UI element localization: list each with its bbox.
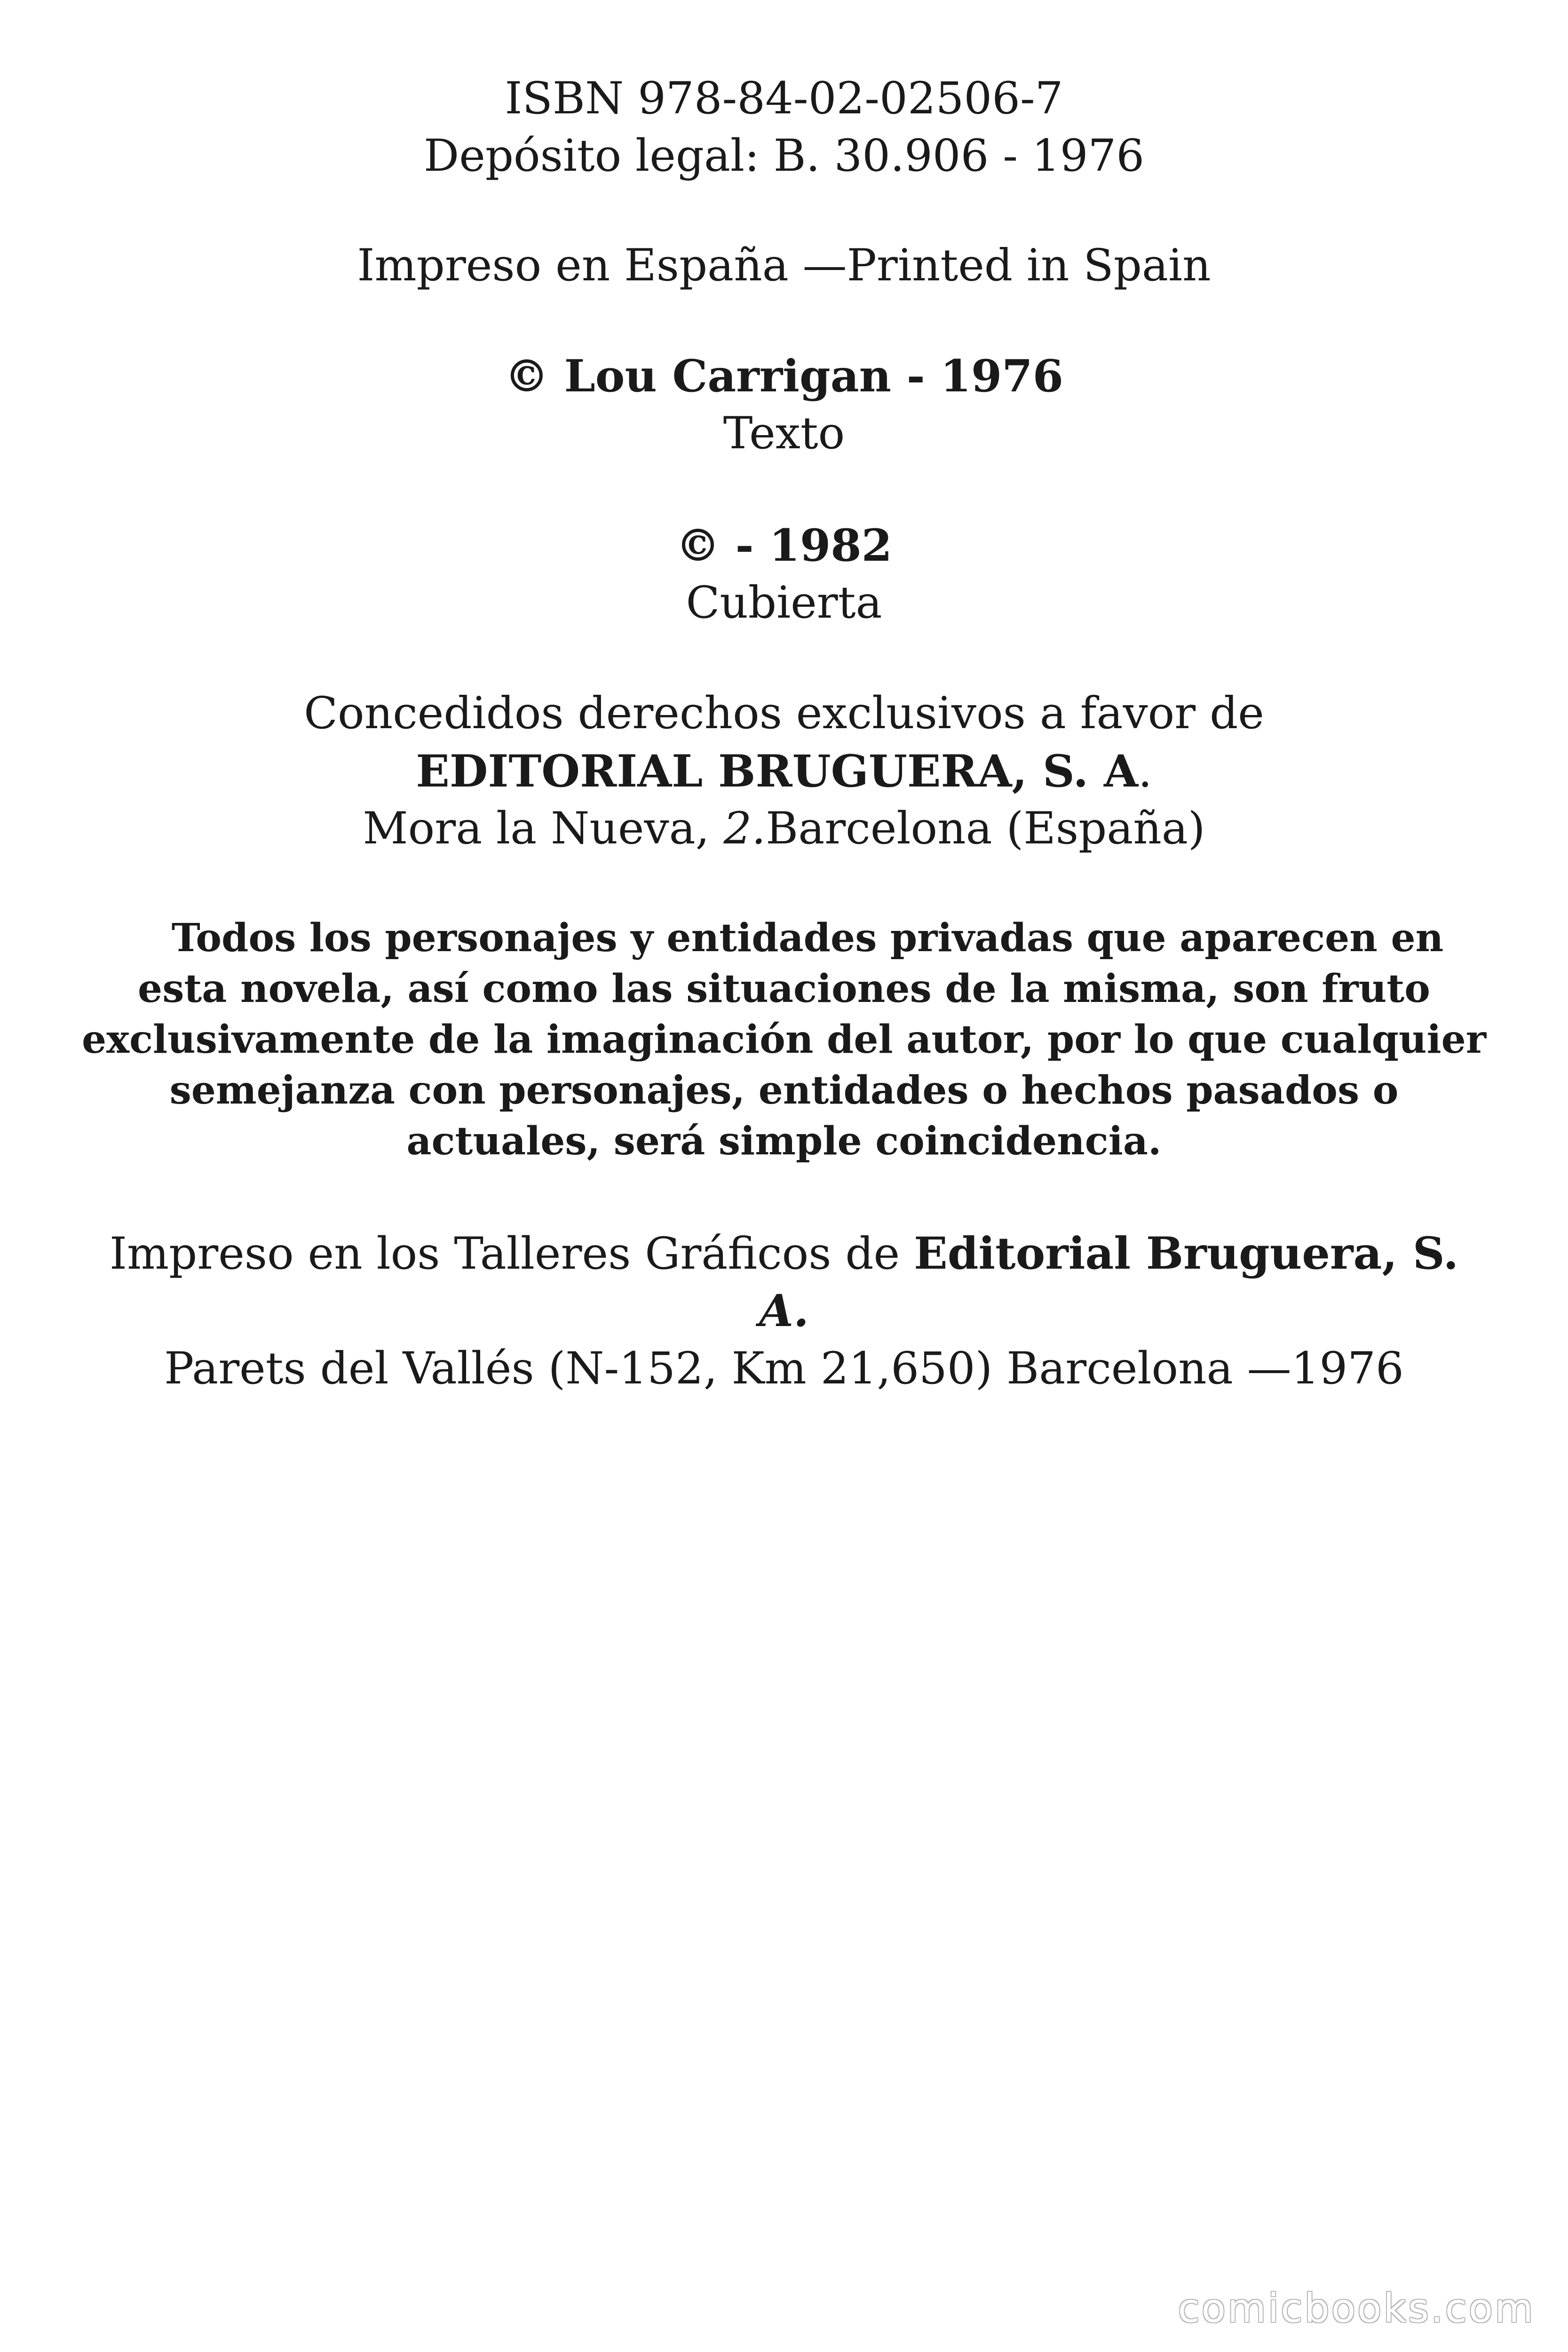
isbn: ISBN 978-84-02-02506-7 (505, 73, 1063, 124)
address-city: Barcelona (España) (766, 803, 1205, 854)
notice-line-1: Todos los personajes y entidades privadas que aparecen en (171, 915, 1444, 961)
notice-line-3: exclusivamente de la imaginación del autor, por lo que cualquier (81, 1017, 1487, 1062)
printer-line-1 (0, 1225, 1568, 1282)
notice-line-4: semejanza con personajes, entidades o hechos pasados o (169, 1068, 1399, 1113)
copyright-text-label: Texto (723, 408, 845, 459)
printed-in: Impreso en España —Printed in Spain (357, 240, 1211, 291)
copyright-cover-line: © - 1982 (675, 520, 893, 572)
deposito-legal: Depósito legal: B. 30.906 - 1976 (423, 130, 1145, 182)
printer-intro: Impreso en los Talleres Gráficos de (109, 1228, 914, 1279)
printer-line-2: A. (759, 1285, 809, 1337)
watermark: comicbooks.com (1178, 2285, 1535, 2331)
rights-intro: Concedidos derechos exclusivos a favor de (304, 688, 1264, 739)
publisher-address (0, 801, 1568, 857)
printer-line-3: Parets del Vallés (N-152, Km 21,650) Barcelona —1976 (164, 1343, 1404, 1394)
publisher-period: . (1138, 746, 1152, 797)
copyright-text-line: © Lou Carrigan - 1976 (504, 350, 1064, 402)
notice-line-5: actuales, será simple coincidencia. (406, 1119, 1162, 1164)
address-street: Mora la Nueva, (363, 803, 724, 854)
publisher-bold: EDITORIAL BRUGUERA, S. A (416, 746, 1138, 797)
publisher-name (0, 743, 1568, 800)
address-number: 2. (723, 803, 766, 854)
notice-line-2: esta novela, así como las situaciones de la misma, son fruto (138, 966, 1430, 1011)
copyright-cover-label: Cubierta (686, 577, 882, 628)
printer-name: Editorial Bruguera, S. (914, 1228, 1459, 1279)
